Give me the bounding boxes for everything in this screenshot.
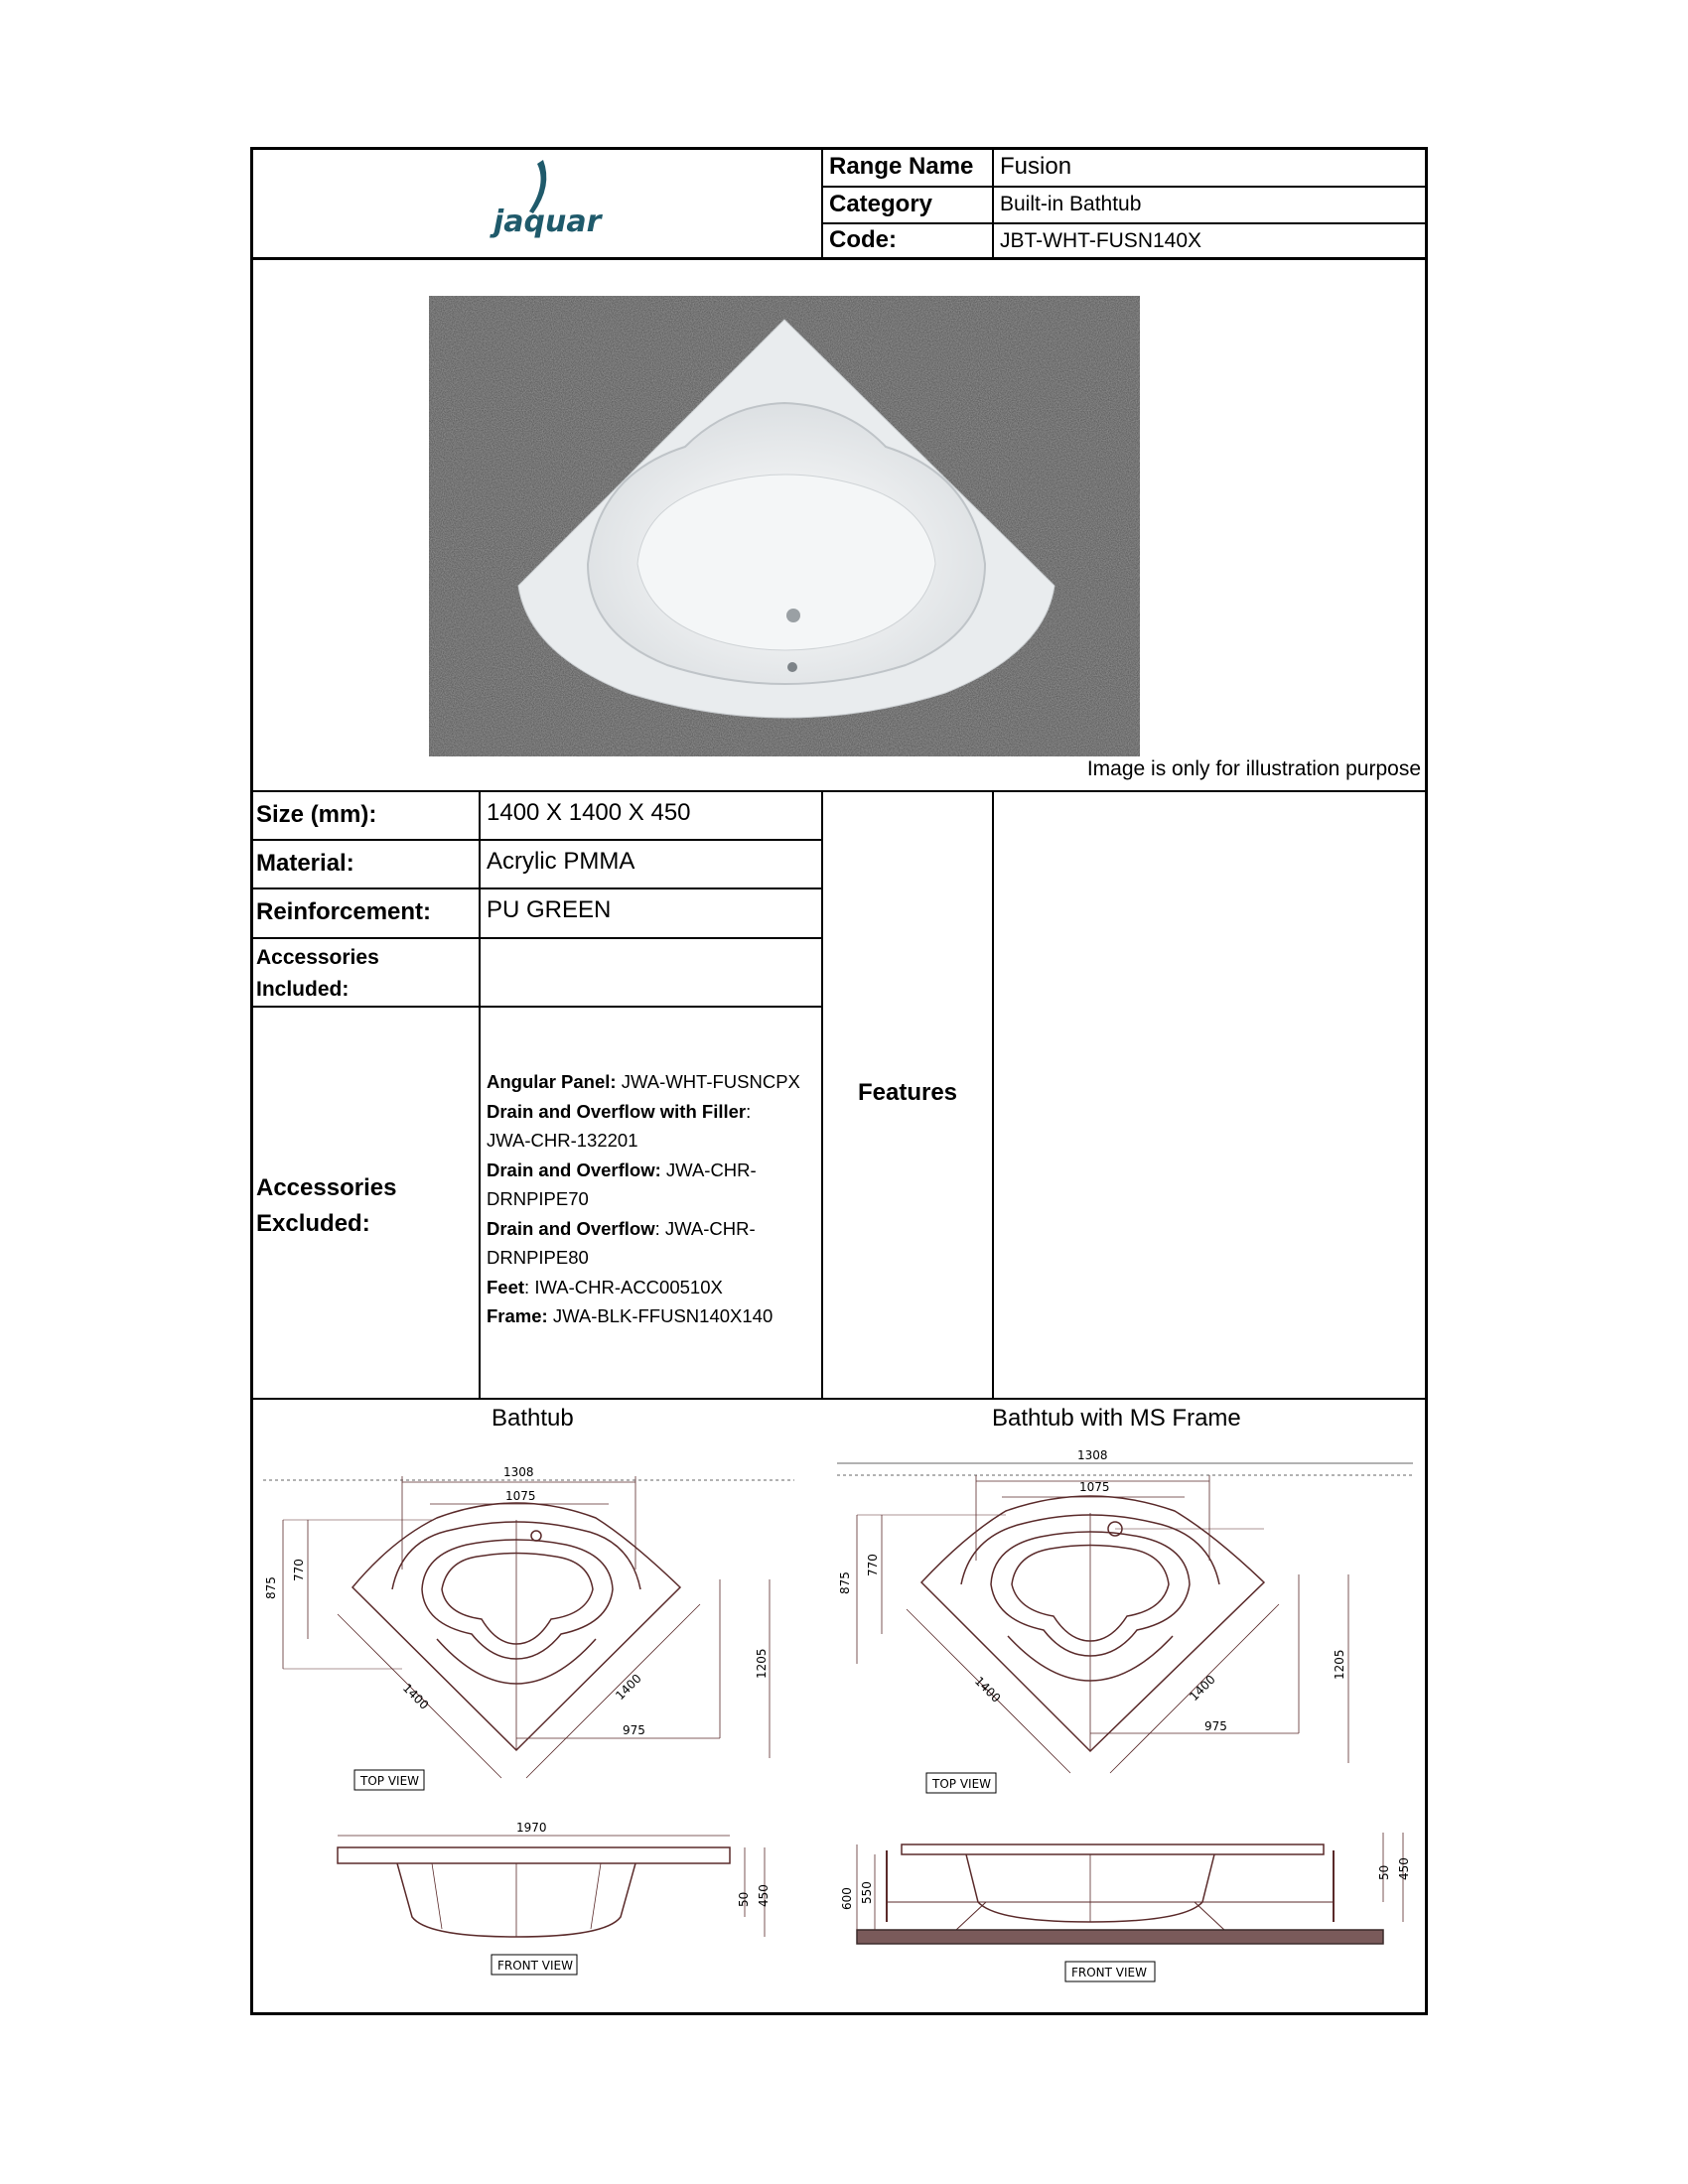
svg-text:TOP VIEW: TOP VIEW: [360, 1774, 420, 1788]
svg-text:450: 450: [757, 1884, 771, 1907]
svg-text:1308: 1308: [1077, 1448, 1108, 1462]
svg-text:1400: 1400: [1187, 1672, 1218, 1705]
svg-text:550: 550: [860, 1881, 874, 1904]
image-caption: Image is only for illustration purpose: [1086, 757, 1421, 780]
accessories-excluded-list: Angular Panel: JWA-WHT-FUSNCPX Drain and Overflow with Filler: JWA-CHR-132201 Drain and Overflow: JWA-CHR- DRNPIPE70 Drain and Overflow: JWA-CHR- DRNPIPE80 Feet: IWA-CHR-ACC00510X Frame: JWA-BLK-FFUSN140X140: [487, 1071, 800, 1326]
spec-sheet: [250, 147, 1428, 2015]
drawing-title-frame: Bathtub with MS Frame: [992, 1405, 1241, 1432]
svg-text:770: 770: [866, 1554, 880, 1576]
bathtub-drawing: [253, 1440, 829, 2006]
product-photo: [429, 296, 1140, 756]
svg-text:FRONT VIEW: FRONT VIEW: [1071, 1966, 1148, 1979]
svg-text:50: 50: [737, 1891, 751, 1907]
svg-text:975: 975: [623, 1723, 645, 1737]
svg-text:1205: 1205: [755, 1648, 769, 1679]
svg-text:1400: 1400: [971, 1674, 1004, 1706]
code-label: Code:: [829, 226, 897, 253]
range-name-label: Range Name: [829, 153, 974, 180]
jaquar-logo-icon: [474, 154, 613, 243]
svg-text:875: 875: [264, 1576, 278, 1599]
size-value: 1400 X 1400 X 450: [487, 799, 691, 826]
category-value: Built-in Bathtub: [1000, 193, 1142, 215]
code-value: JBT-WHT-FUSN140X: [1000, 229, 1202, 252]
svg-text:1970: 1970: [516, 1821, 547, 1835]
reinforcement-value: PU GREEN: [487, 896, 612, 923]
svg-text:450: 450: [1397, 1857, 1411, 1880]
svg-text:50: 50: [1377, 1864, 1391, 1880]
bathtub-frame-drawing: [827, 1435, 1428, 2011]
svg-text:jaquar: jaquar: [493, 205, 602, 239]
accessories-excluded-label: Accessories Excluded:: [256, 1174, 397, 1237]
svg-text:1400: 1400: [613, 1671, 644, 1704]
svg-text:975: 975: [1204, 1719, 1227, 1733]
material-value: Acrylic PMMA: [487, 848, 635, 875]
svg-text:1308: 1308: [503, 1465, 534, 1479]
drawing-title-bathtub: Bathtub: [492, 1405, 574, 1432]
svg-text:TOP VIEW: TOP VIEW: [932, 1777, 992, 1791]
features-label: Features: [857, 1079, 958, 1106]
svg-text:1075: 1075: [505, 1489, 536, 1503]
svg-text:600: 600: [840, 1887, 854, 1910]
features-value: [994, 793, 1425, 1397]
svg-text:770: 770: [292, 1559, 306, 1581]
accessories-included-label: Accessories Included:: [256, 946, 379, 1001]
logo-cell: [253, 150, 823, 259]
size-label: Size (mm):: [256, 801, 377, 828]
reinforcement-label: Reinforcement:: [256, 898, 432, 925]
svg-text:1400: 1400: [399, 1681, 432, 1712]
svg-text:FRONT VIEW: FRONT VIEW: [497, 1959, 574, 1973]
svg-text:1205: 1205: [1333, 1649, 1346, 1680]
range-name-value: Fusion: [1000, 153, 1072, 180]
svg-text:875: 875: [838, 1571, 852, 1594]
svg-text:1075: 1075: [1079, 1480, 1110, 1494]
category-label: Category: [829, 191, 933, 217]
material-label: Material:: [256, 850, 354, 877]
